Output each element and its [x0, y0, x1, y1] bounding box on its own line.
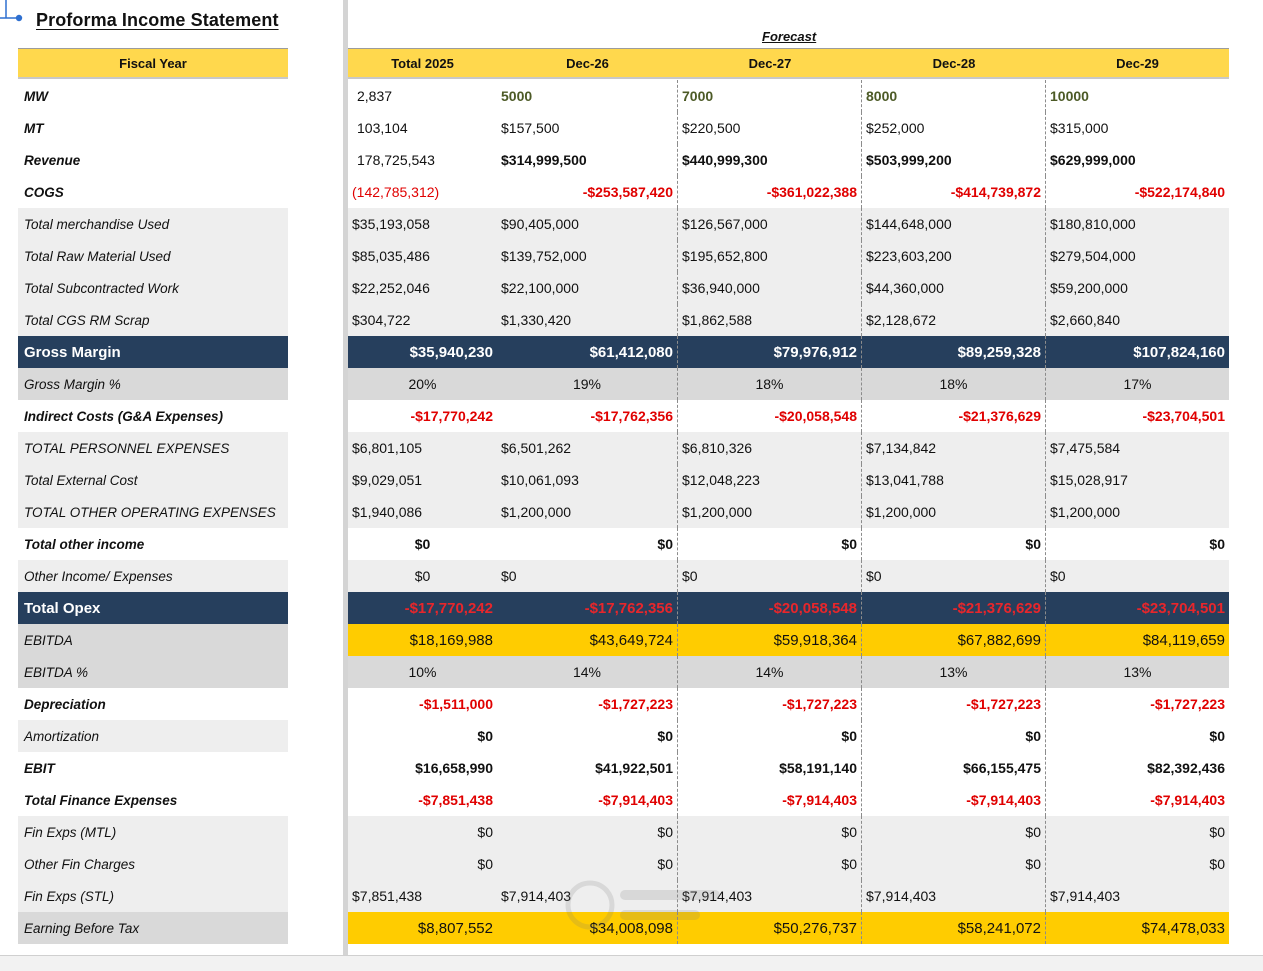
table-cell[interactable]: $7,134,842	[862, 432, 1046, 464]
table-cell[interactable]: $59,918,364	[678, 624, 862, 656]
table-cell[interactable]: $0	[678, 560, 862, 592]
table-cell[interactable]: $220,500	[678, 112, 862, 144]
table-row	[0, 592, 1263, 624]
row-label[interactable]: EBIT	[24, 760, 55, 776]
table-cell[interactable]: -$7,914,403	[1150, 792, 1225, 808]
table-cell[interactable]: $58,191,140	[678, 752, 862, 784]
table-cell[interactable]: $0	[862, 816, 1046, 848]
table-cell[interactable]: $315,000	[1050, 120, 1109, 136]
row-label[interactable]: MW	[24, 88, 48, 104]
table-cell[interactable]: -$17,762,356	[497, 400, 678, 432]
table-cell[interactable]: -$1,727,223	[497, 688, 678, 720]
table-cell[interactable]: $35,193,058	[348, 208, 497, 240]
table-cell[interactable]: $1,200,000	[862, 496, 1046, 528]
table-cell[interactable]: $89,259,328	[862, 336, 1046, 368]
table-row	[0, 368, 1263, 400]
table-cell[interactable]: $84,119,659	[1046, 624, 1229, 656]
table-cell[interactable]: $126,567,000	[678, 208, 862, 240]
table-cell[interactable]: $50,276,737	[678, 912, 862, 944]
table-row	[0, 304, 1263, 336]
table-cell[interactable]: 13%	[1046, 656, 1229, 688]
table-cell[interactable]: $0	[1046, 848, 1229, 880]
row-label[interactable]: Fin Exps (MTL)	[18, 816, 288, 848]
table-cell[interactable]: $82,392,436	[1147, 760, 1225, 776]
table-cell[interactable]: $0	[1046, 816, 1229, 848]
table-row	[0, 752, 1263, 784]
column-header-dec-26[interactable]: Dec-26	[497, 48, 679, 77]
table-cell[interactable]: $0	[497, 848, 678, 880]
table-row	[0, 272, 1263, 304]
row-label[interactable]: Earning Before Tax	[18, 912, 288, 944]
table-cell[interactable]: $6,801,105	[348, 432, 497, 464]
table-cell[interactable]: 10000	[1050, 88, 1089, 104]
table-cell[interactable]: -$17,770,242	[410, 408, 493, 424]
row-label[interactable]: Total other income	[24, 536, 145, 552]
table-cell[interactable]: -$1,511,000	[419, 696, 493, 712]
table-cell[interactable]: 14%	[678, 656, 862, 688]
table-cell[interactable]: $223,603,200	[862, 240, 1046, 272]
table-cell[interactable]: $0	[497, 720, 678, 752]
table-cell[interactable]: $0	[497, 528, 678, 560]
table-row	[0, 816, 1263, 848]
row-label[interactable]: Indirect Costs (G&A Expenses)	[24, 408, 224, 424]
table-cell[interactable]: $107,824,160	[1046, 336, 1229, 368]
row-label[interactable]: Amortization	[18, 720, 288, 752]
row-label[interactable]: EBITDA %	[18, 656, 288, 688]
page-title-wrap	[36, 10, 279, 31]
table-cell[interactable]: 20%	[348, 368, 497, 400]
table-cell[interactable]: $2,660,840	[1046, 304, 1229, 336]
table-cell[interactable]: $1,862,588	[678, 304, 862, 336]
table-cell[interactable]: 5000	[497, 80, 678, 112]
table-cell[interactable]: $0	[348, 816, 497, 848]
table-row	[0, 432, 1263, 464]
table-cell[interactable]: $0	[862, 560, 1046, 592]
table-cell[interactable]: $0	[678, 528, 862, 560]
table-row	[0, 656, 1263, 688]
table-cell[interactable]: $10,061,093	[497, 464, 678, 496]
table-cell[interactable]: $279,504,000	[1046, 240, 1229, 272]
sheet-bottom-strip	[0, 955, 1263, 971]
row-label[interactable]: Depreciation	[24, 696, 106, 712]
table-cell[interactable]: $58,241,072	[862, 912, 1046, 944]
table-row	[0, 880, 1263, 912]
table-cell[interactable]: 178,725,543	[357, 152, 435, 168]
table-cell[interactable]: $0	[862, 720, 1046, 752]
table-cell[interactable]: $1,200,000	[1046, 496, 1229, 528]
table-cell[interactable]: -$20,058,548	[678, 400, 862, 432]
table-cell[interactable]: -$1,727,223	[1150, 696, 1225, 712]
table-cell[interactable]: $0	[497, 560, 678, 592]
forecast-label: Forecast	[762, 29, 817, 44]
table-row	[0, 848, 1263, 880]
table-cell[interactable]: $304,722	[348, 304, 497, 336]
column-header-dec-28[interactable]: Dec-28	[862, 48, 1047, 77]
column-header-dec-27[interactable]: Dec-27	[678, 48, 863, 77]
table-row	[0, 528, 1263, 560]
table-cell[interactable]: $1,200,000	[678, 496, 862, 528]
table-row	[0, 784, 1263, 816]
table-cell[interactable]: 2,837	[357, 88, 393, 104]
table-cell[interactable]: $1,940,086	[348, 496, 497, 528]
table-cell[interactable]: -$1,727,223	[678, 688, 862, 720]
table-cell[interactable]: $7,914,403	[1046, 880, 1229, 912]
table-cell[interactable]: -$361,022,388	[678, 176, 862, 208]
page-title: Proforma Income Statement	[36, 10, 279, 30]
table-cell[interactable]: $18,169,988	[348, 624, 497, 656]
table-cell[interactable]: 17%	[1046, 368, 1229, 400]
table-cell[interactable]: -$7,914,403	[497, 784, 678, 816]
table-cell[interactable]: $0	[1046, 560, 1229, 592]
table-cell[interactable]: $66,155,475	[862, 752, 1046, 784]
table-row	[0, 144, 1263, 176]
table-cell[interactable]: 7000	[678, 80, 862, 112]
table-cell[interactable]: $35,940,230	[348, 336, 497, 368]
table-cell[interactable]: $180,810,000	[1046, 208, 1229, 240]
table-cell[interactable]: $8,807,552	[348, 912, 497, 944]
table-cell[interactable]: -$522,174,840	[1134, 184, 1225, 200]
table-row	[0, 80, 1263, 112]
row-label[interactable]: Total External Cost	[18, 464, 288, 496]
table-cell[interactable]: $1,330,420	[497, 304, 678, 336]
table-cell[interactable]: $7,914,403	[678, 880, 862, 912]
table-cell[interactable]: $157,500	[497, 112, 678, 144]
table-cell[interactable]: $139,752,000	[497, 240, 678, 272]
table-cell[interactable]: $59,200,000	[1046, 272, 1229, 304]
table-cell[interactable]: -$7,914,403	[678, 784, 862, 816]
row-label[interactable]: Total Subcontracted Work	[18, 272, 288, 304]
fiscal-year-header[interactable]: Fiscal Year	[18, 48, 288, 77]
table-cell[interactable]: -$17,770,242	[348, 592, 497, 624]
table-cell[interactable]: $22,100,000	[497, 272, 678, 304]
table-row	[0, 624, 1263, 656]
table-cell[interactable]: $503,999,200	[862, 144, 1046, 176]
column-header-total-2025[interactable]: Total 2025	[348, 48, 497, 77]
table-row	[0, 336, 1263, 368]
row-label[interactable]: EBITDA	[18, 624, 288, 656]
row-label[interactable]: Total Raw Material Used	[18, 240, 288, 272]
table-cell[interactable]: $15,028,917	[1046, 464, 1229, 496]
table-row	[0, 176, 1263, 208]
table-cell[interactable]: $13,041,788	[862, 464, 1046, 496]
table-cell[interactable]: $195,652,800	[678, 240, 862, 272]
table-cell[interactable]: 18%	[862, 368, 1046, 400]
column-header-dec-29[interactable]: Dec-29	[1046, 48, 1229, 77]
row-label[interactable]: Total Opex	[18, 592, 288, 624]
table-cell[interactable]: $0	[862, 848, 1046, 880]
table-row	[0, 400, 1263, 432]
table-cell[interactable]: $0	[678, 720, 862, 752]
table-cell[interactable]: $0	[497, 816, 678, 848]
table-cell[interactable]: $41,922,501	[497, 752, 678, 784]
row-label[interactable]: Total CGS RM Scrap	[18, 304, 288, 336]
table-cell[interactable]: 19%	[497, 368, 678, 400]
table-cell[interactable]: $79,976,912	[678, 336, 862, 368]
table-cell[interactable]: 14%	[497, 656, 678, 688]
table-cell[interactable]: $90,405,000	[497, 208, 678, 240]
table-cell[interactable]: -$253,587,420	[497, 176, 678, 208]
table-row	[0, 464, 1263, 496]
row-label[interactable]: Total merchandise Used	[18, 208, 288, 240]
table-row	[0, 720, 1263, 752]
table-cell[interactable]: $0	[862, 528, 1046, 560]
table-cell[interactable]: $0	[678, 848, 862, 880]
table-cell[interactable]: $0	[348, 848, 497, 880]
table-row	[0, 560, 1263, 592]
table-row	[0, 112, 1263, 144]
table-cell[interactable]: $43,649,724	[497, 624, 678, 656]
table-cell[interactable]: -$21,376,629	[862, 592, 1046, 624]
table-cell[interactable]: 103,104	[357, 120, 408, 136]
table-cell[interactable]: $9,029,051	[348, 464, 497, 496]
table-row	[0, 208, 1263, 240]
table-cell[interactable]: 13%	[862, 656, 1046, 688]
table-cell[interactable]: $252,000	[862, 112, 1046, 144]
table-cell[interactable]: $629,999,000	[1050, 152, 1136, 168]
table-cell[interactable]: $314,999,500	[497, 144, 678, 176]
table-cell[interactable]: $0	[678, 816, 862, 848]
table-cell[interactable]: -$20,058,548	[678, 592, 862, 624]
table-cell[interactable]: $144,648,000	[862, 208, 1046, 240]
table-cell[interactable]: $44,360,000	[862, 272, 1046, 304]
row-label[interactable]: COGS	[24, 184, 64, 200]
table-cell[interactable]: -$7,914,403	[862, 784, 1046, 816]
table-cell[interactable]: (142,785,312)	[352, 184, 440, 200]
table-cell[interactable]: $0	[1209, 536, 1225, 552]
table-cell[interactable]: $34,008,098	[497, 912, 678, 944]
table-cell[interactable]: $6,810,326	[678, 432, 862, 464]
row-label[interactable]: Fin Exps (STL)	[18, 880, 288, 912]
table-cell[interactable]: $12,048,223	[678, 464, 862, 496]
table-cell[interactable]: $7,914,403	[862, 880, 1046, 912]
row-label[interactable]: TOTAL OTHER OPERATING EXPENSES	[18, 496, 288, 528]
table-cell[interactable]: 10%	[348, 656, 497, 688]
table-cell[interactable]: 18%	[678, 368, 862, 400]
outline-connector-icon	[0, 0, 24, 24]
row-label[interactable]: Gross Margin	[18, 336, 288, 368]
table-cell[interactable]: $0	[1209, 728, 1225, 744]
table-cell[interactable]: $36,940,000	[678, 272, 862, 304]
table-cell[interactable]: 8000	[862, 80, 1046, 112]
table-cell[interactable]: $85,035,486	[348, 240, 497, 272]
table-cell[interactable]: $0	[477, 728, 493, 744]
row-label[interactable]: Other Fin Charges	[18, 848, 288, 880]
table-cell[interactable]: $16,658,990	[415, 760, 493, 776]
table-cell[interactable]: $6,501,262	[497, 432, 678, 464]
table-cell[interactable]: $61,412,080	[497, 336, 678, 368]
table-cell[interactable]: $7,475,584	[1046, 432, 1229, 464]
table-cell[interactable]: -$1,727,223	[862, 688, 1046, 720]
row-label[interactable]: Other Income/ Expenses	[18, 560, 288, 592]
row-label[interactable]: Revenue	[24, 152, 81, 168]
table-cell[interactable]: $7,851,438	[348, 880, 497, 912]
row-label[interactable]: TOTAL PERSONNEL EXPENSES	[18, 432, 288, 464]
table-cell[interactable]: $0	[414, 536, 431, 552]
table-row	[0, 912, 1263, 944]
table-cell[interactable]: -$414,739,872	[862, 176, 1046, 208]
row-label[interactable]: MT	[24, 120, 44, 136]
table-row	[0, 240, 1263, 272]
table-cell[interactable]: -$23,704,501	[1142, 408, 1225, 424]
table-row	[0, 496, 1263, 528]
table-cell[interactable]: -$17,762,356	[497, 592, 678, 624]
table-cell[interactable]: $1,200,000	[497, 496, 678, 528]
table-cell[interactable]: $67,882,699	[862, 624, 1046, 656]
table-cell[interactable]: $22,252,046	[348, 272, 497, 304]
table-cell[interactable]: -$7,851,438	[418, 792, 493, 808]
table-cell[interactable]: $74,478,033	[1046, 912, 1229, 944]
table-cell[interactable]: $0	[348, 560, 497, 592]
table-cell[interactable]: $7,914,403	[497, 880, 678, 912]
row-label[interactable]: Total Finance Expenses	[24, 792, 178, 808]
table-cell[interactable]: -$23,704,501	[1046, 592, 1229, 624]
table-cell[interactable]: $440,999,300	[678, 144, 862, 176]
table-cell[interactable]: -$21,376,629	[862, 400, 1046, 432]
table-row	[0, 688, 1263, 720]
row-label[interactable]: Gross Margin %	[18, 368, 288, 400]
table-cell[interactable]: $2,128,672	[862, 304, 1046, 336]
